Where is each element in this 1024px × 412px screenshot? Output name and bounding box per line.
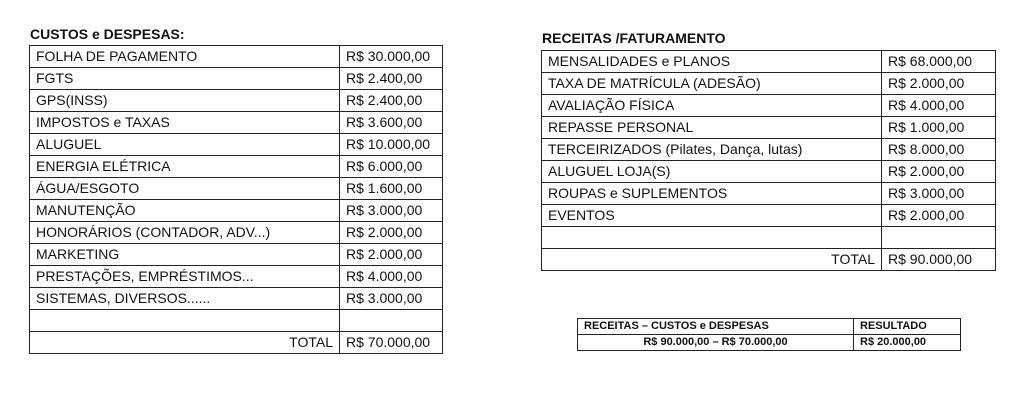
custos-table (29, 45, 443, 354)
custos-row-value: R$ 2.400,00 (340, 68, 443, 90)
table-row (30, 288, 443, 310)
table-row (30, 156, 443, 178)
custos-row-value: R$ 4.000,00 (340, 266, 443, 288)
table-row (30, 68, 443, 90)
custos-row-label: ALUGUEL (30, 134, 340, 156)
custos-row-label: MANUTENÇÃO (30, 200, 340, 222)
receitas-table (541, 50, 996, 271)
custos-row-label: HONORÁRIOS (CONTADOR, ADV...) (30, 222, 340, 244)
receitas-row-label: REPASSE PERSONAL (542, 117, 882, 139)
receitas-row-label: ROUPAS e SUPLEMENTOS (542, 183, 882, 205)
table-row (542, 227, 996, 249)
custos-row-value: R$ 2.000,00 (340, 222, 443, 244)
receitas-total-value: R$ 90.000,00 (882, 249, 996, 271)
table-row (542, 183, 996, 205)
resultado-header-row (578, 319, 961, 335)
resultado-header-left: RECEITAS – CUSTOS e DESPESAS (578, 319, 854, 335)
resultado-value-left: R$ 90.000,00 – R$ 70.000,00 (578, 335, 854, 351)
table-row (30, 178, 443, 200)
custos-row-label: FGTS (30, 68, 340, 90)
table-row (30, 134, 443, 156)
custos-row-label: GPS(INSS) (30, 90, 340, 112)
custos-row-value: R$ 2.000,00 (340, 244, 443, 266)
custos-row-label: MARKETING (30, 244, 340, 266)
resultado-value-right: R$ 20.000,00 (854, 335, 961, 351)
receitas-row-value: R$ 1.000,00 (882, 117, 996, 139)
custos-row-label: ENERGIA ELÉTRICA (30, 156, 340, 178)
receitas-row-value: R$ 8.000,00 (882, 139, 996, 161)
receitas-row-value (882, 227, 996, 249)
table-row (542, 139, 996, 161)
resultado-table (577, 318, 961, 351)
resultado-header-right: RESULTADO (854, 319, 961, 335)
receitas-row-label: TAXA DE MATRÍCULA (ADESÃO) (542, 73, 882, 95)
table-row (542, 205, 996, 227)
receitas-row-value: R$ 2.000,00 (882, 73, 996, 95)
custos-total-value: R$ 70.000,00 (340, 332, 443, 354)
table-row (542, 95, 996, 117)
receitas-row-value: R$ 2.000,00 (882, 205, 996, 227)
custos-row-label: PRESTAÇÕES, EMPRÉSTIMOS... (30, 266, 340, 288)
custos-row-value: R$ 6.000,00 (340, 156, 443, 178)
custos-row-label: IMPOSTOS e TAXAS (30, 112, 340, 134)
table-row (30, 200, 443, 222)
table-row (30, 46, 443, 68)
custos-row-value (340, 310, 443, 332)
receitas-row-label: AVALIAÇÃO FÍSICA (542, 95, 882, 117)
table-row (30, 266, 443, 288)
receitas-row-label: TERCEIRIZADOS (Pilates, Dança, lutas) (542, 139, 882, 161)
table-row (542, 117, 996, 139)
receitas-row-value: R$ 3.000,00 (882, 183, 996, 205)
custos-row-label: ÁGUA/ESGOTO (30, 178, 340, 200)
receitas-row-label: ALUGUEL LOJA(S) (542, 161, 882, 183)
table-row (542, 73, 996, 95)
receitas-row-label: EVENTOS (542, 205, 882, 227)
custos-row-label: FOLHA DE PAGAMENTO (30, 46, 340, 68)
custos-row-value: R$ 3.000,00 (340, 200, 443, 222)
custos-row-label (30, 310, 340, 332)
table-row (30, 222, 443, 244)
receitas-row-value: R$ 68.000,00 (882, 51, 996, 73)
custos-row-label: SISTEMAS, DIVERSOS...... (30, 288, 340, 310)
custos-total-row (30, 332, 443, 354)
table-row (30, 112, 443, 134)
receitas-row-value: R$ 4.000,00 (882, 95, 996, 117)
table-row (30, 310, 443, 332)
receitas-row-label: MENSALIDADES e PLANOS (542, 51, 882, 73)
table-row (30, 244, 443, 266)
custos-row-value: R$ 3.000,00 (340, 288, 443, 310)
custos-row-value: R$ 30.000,00 (340, 46, 443, 68)
receitas-title: RECEITAS /FATURAMENTO (542, 30, 726, 46)
receitas-total-label: TOTAL (542, 249, 882, 271)
custos-title: CUSTOS e DESPESAS: (30, 26, 185, 42)
custos-row-value: R$ 1.600,00 (340, 178, 443, 200)
custos-row-value: R$ 3.600,00 (340, 112, 443, 134)
table-row (30, 90, 443, 112)
custos-row-value: R$ 10.000,00 (340, 134, 443, 156)
custos-total-label: TOTAL (30, 332, 340, 354)
resultado-value-row (578, 335, 961, 351)
receitas-row-value: R$ 2.000,00 (882, 161, 996, 183)
receitas-row-label (542, 227, 882, 249)
table-row (542, 161, 996, 183)
table-row (542, 51, 996, 73)
custos-row-value: R$ 2.400,00 (340, 90, 443, 112)
receitas-total-row (542, 249, 996, 271)
